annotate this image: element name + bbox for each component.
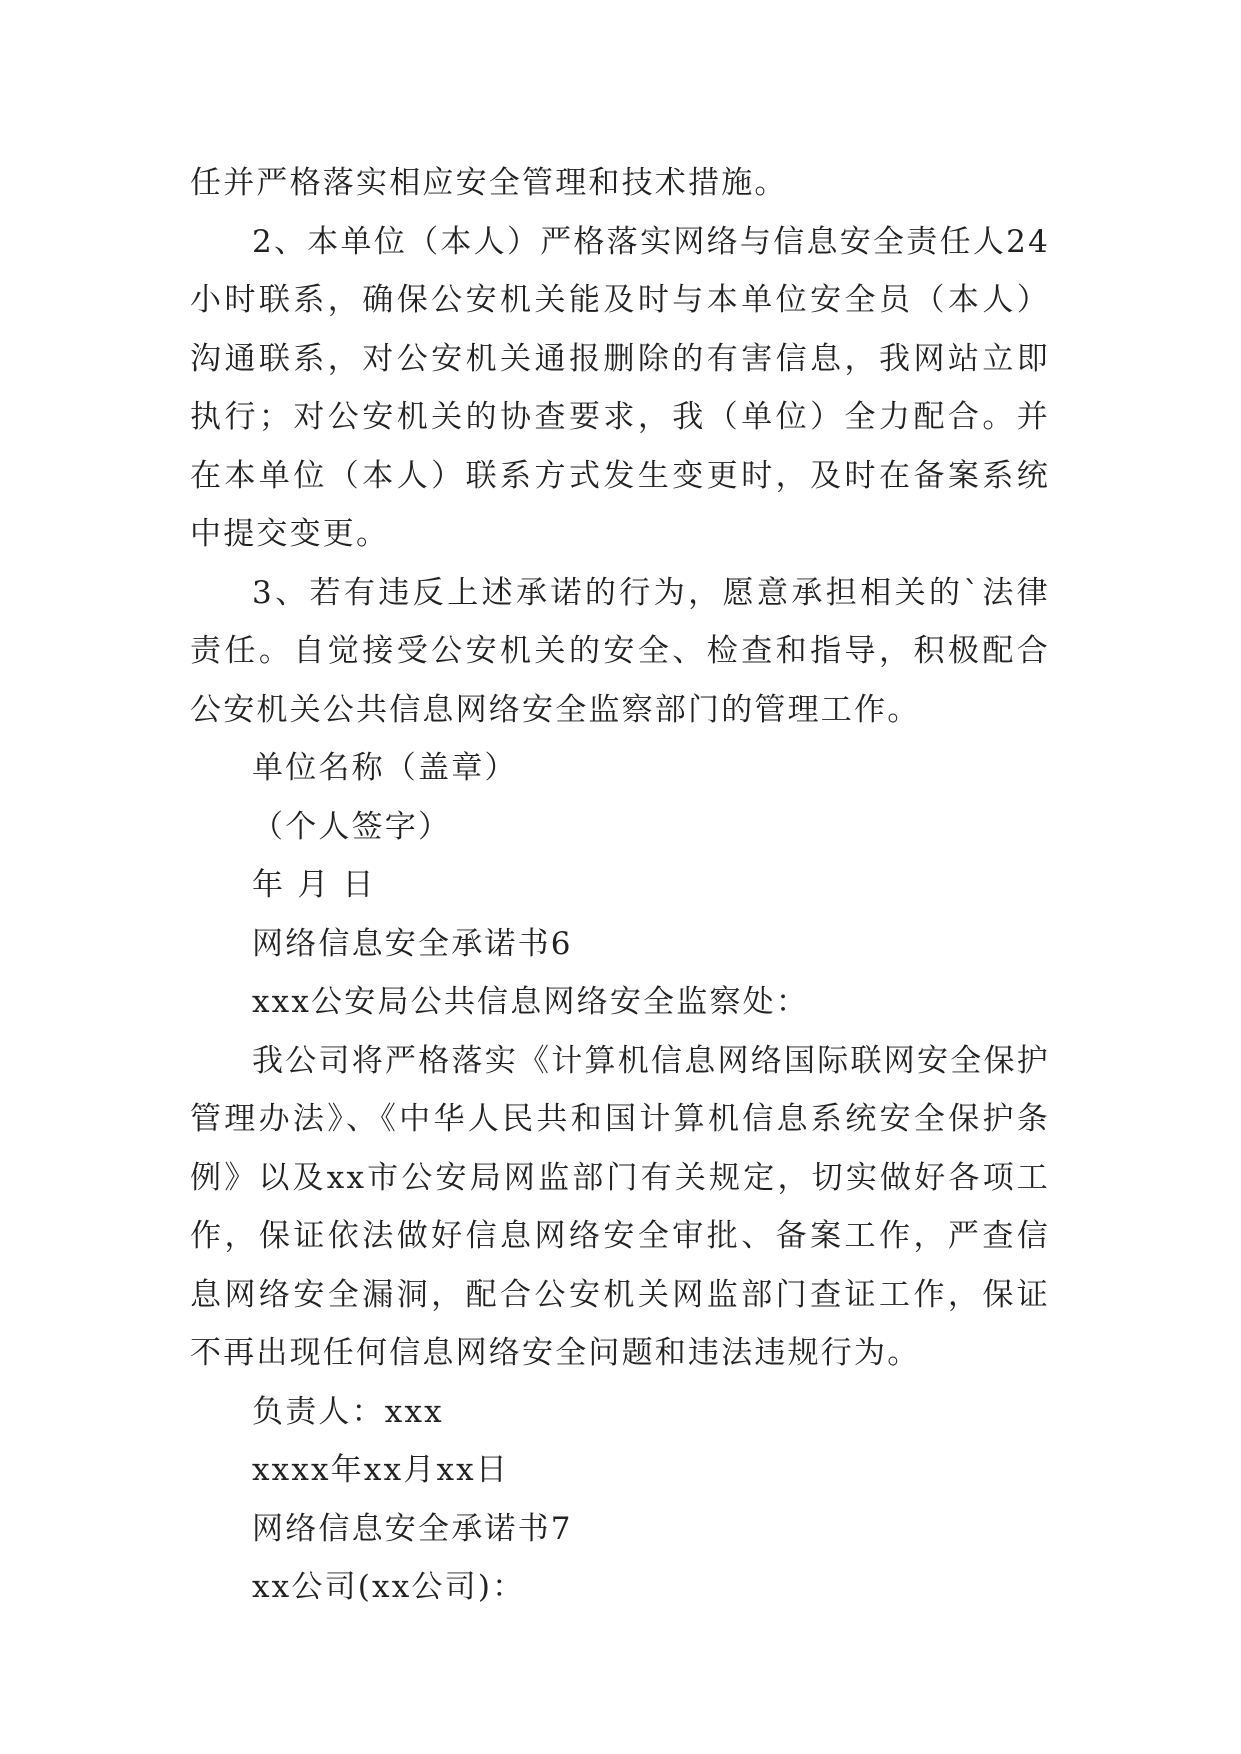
addressee-line: xxx公安局公共信息网络安全监察处： [252,984,810,1020]
paragraph-item-2: 2、本单位（本人）严格落实网络与信息安全责任人24小时联系，确保公安机关能及时与本单位安全员（本人）沟通联系，对公安机关通报删除的有害信息，我网站立即执行；对公安机关的协查要求，我（单位）全力配合。并在本单位（本人）联系方式发生变更时，及时在备案系统中提交变更。 [190,223,1050,552]
signed-date-line: xxxx年xx月xx日 [252,1452,510,1488]
document-body [190,154,1050,1617]
commitment-paragraph: 我公司将严格落实《计算机信息网络国际联网安全保护管理办法》、《中华人民共和国计算机信息系统安全保护条例》以及xx市公安局网监部门有关规定，切实做好各项工作，保证依法做好信息网络安全审批、备案工作，严查信息网络安全漏洞，配合公安机关网监部门查证工作，保证不再出现任何信息网络安全问题和违法违规行为。 [190,1042,1050,1371]
section-title-6: 网络信息安全承诺书6 [252,925,573,962]
company-addressee-line: xx公司(xx公司)： [252,1569,526,1605]
paragraph-item-3: 3、若有违反上述承诺的行为，愿意承担相关的`法律责任。自觉接受公安机关的安全、检查和指导，积极配合公安机关公共信息网络安全监察部门的管理工作。 [190,574,1050,728]
unit-name-seal-line: 单位名称（盖章） [252,750,518,786]
responsible-person-line: 负责人：xxx [252,1393,444,1430]
personal-signature-line: （个人签字） [252,808,452,845]
paragraph-continuation: 任并严格落实相应安全管理和技术措施。 [190,165,788,201]
date-line: 年 月 日 [252,867,376,903]
section-title-7: 网络信息安全承诺书7 [252,1510,573,1547]
